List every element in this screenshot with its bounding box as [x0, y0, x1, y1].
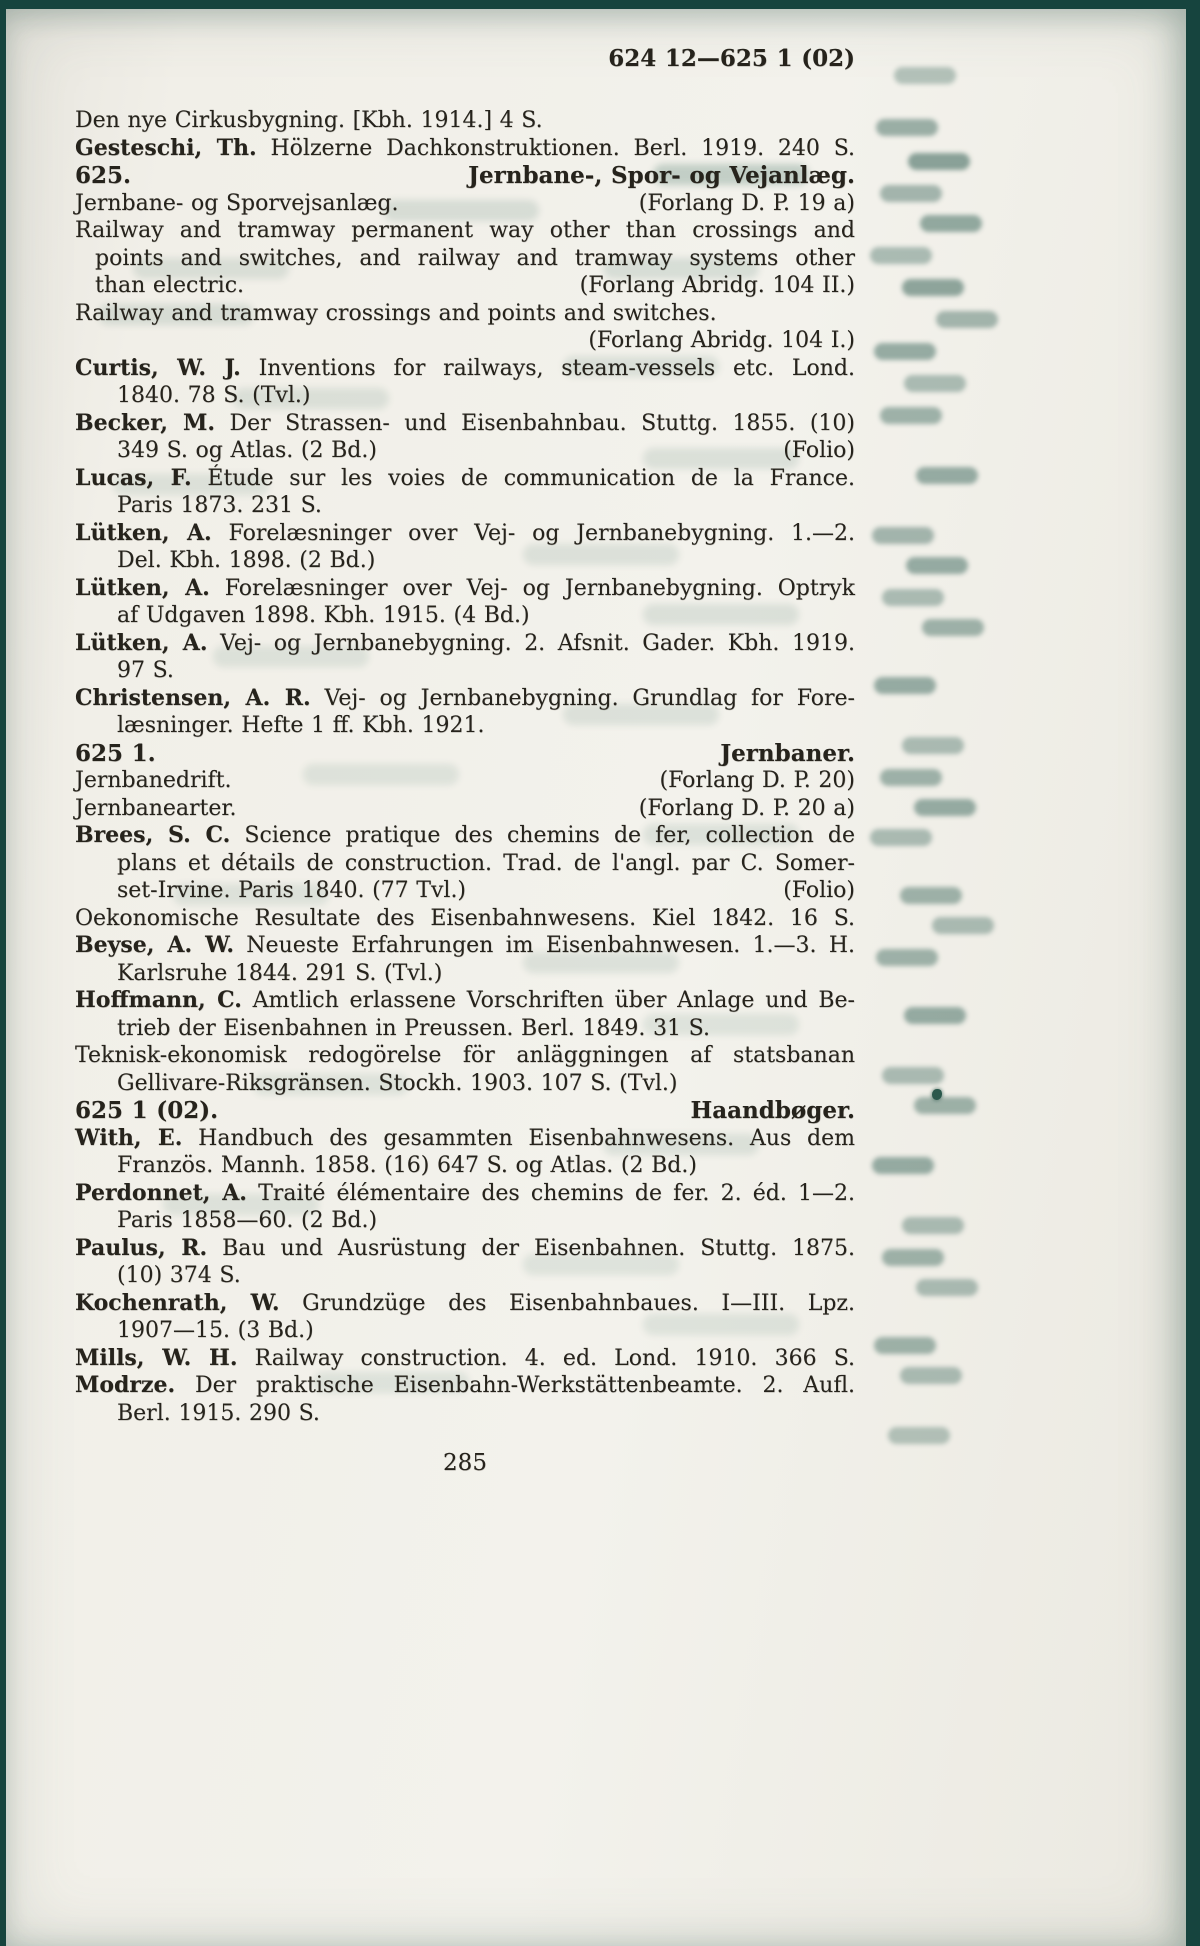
entry-author: Mills, W. H. [75, 1344, 238, 1371]
line-text: Christensen, A. R. Vej- og Jernbanebygning. Grundlag for Fore- [75, 684, 855, 711]
line-text: Paulus, R. Bau und Ausrüstung der Eisenbahnen. Stuttg. 1875. [75, 1234, 856, 1261]
catalog-line [75, 685, 855, 713]
entry-author: Modrze. [75, 1372, 176, 1398]
line-text: 349 S. og Atlas. (2 Bd.) [117, 438, 377, 463]
catalog-line [75, 602, 855, 630]
line-text: set-Irvine. Paris 1840. (77 Tvl.) [117, 878, 467, 903]
catalog-line [75, 822, 855, 850]
page-content [75, 9, 855, 1477]
line-text: Gesteschi, Th. Hölzerne Dachkonstruktionen. Berl. 1919. 240 S. [75, 134, 855, 161]
line-text: trieb der Eisenbahnen in Preussen. Berl. 1849. 31 S. [117, 1015, 710, 1041]
line-right-text: (Forlang Abridg. 104 I.) [588, 328, 855, 353]
section-heading-line [75, 1097, 855, 1125]
line-text: Den nye Cirkusbygning. [Kbh. 1914.] 4 S. [75, 108, 543, 133]
catalog-line [75, 1400, 855, 1428]
line-text [75, 1097, 677, 1125]
catalog-lines [75, 107, 855, 1427]
catalog-line [75, 437, 855, 465]
line-right-text: (Folio) [783, 878, 855, 903]
catalog-line [75, 850, 855, 878]
line-right-text: Jernbaner. [720, 739, 855, 767]
catalog-line [75, 190, 855, 218]
section-heading-line [75, 740, 855, 768]
entry-author: Hoffmann, C. [75, 987, 242, 1013]
line-text: Lucas, F. Étude sur les voies de communication de la France. [75, 464, 855, 491]
entry-author: With, E. [75, 1124, 183, 1151]
entry-author: Perdonnet, A. [75, 1179, 247, 1206]
line-text: than electric. [95, 273, 245, 298]
line-text: Jernbanearter. [75, 795, 237, 821]
catalog-line [75, 327, 855, 355]
entry-author: Lütken, A. [75, 574, 210, 601]
entry-author: Becker, M. [75, 409, 216, 436]
catalog-line [75, 107, 855, 135]
line-right-text: (Forlang Abridg. 104 II.) [579, 273, 855, 298]
catalog-line [75, 795, 855, 823]
line-text: Oekonomische Resultate des Eisenbahnwesens. Kiel 1842. 16 S. [75, 905, 855, 931]
entry-author: Christensen, A. R. [75, 684, 311, 711]
catalog-line [75, 905, 855, 933]
entry-author: Kochenrath, W. [75, 1289, 280, 1316]
catalog-line [75, 245, 855, 273]
line-text: 1840. 78 S. (Tvl.) [117, 383, 311, 408]
line-text: Jernbanedrift. [75, 768, 232, 793]
line-right-text: (Forlang D. P. 20) [659, 768, 855, 793]
catalog-line [75, 1152, 855, 1180]
line-text: Curtis, W. J. Inventions for railways, steam-vessels etc. Lond. [75, 354, 855, 381]
catalog-line [75, 492, 855, 520]
line-text: Railway and tramway crossings and points and switches. [75, 300, 717, 326]
catalog-line [75, 1317, 855, 1345]
catalog-line [75, 1345, 855, 1373]
line-text: Teknisk-ekonomisk redogörelse för anläggningen af statsbanan [75, 1043, 855, 1068]
catalog-line [75, 1180, 855, 1208]
line-text: læsninger. Hefte 1 ff. Kbh. 1921. [117, 713, 485, 738]
line-text: Hoffmann, C. Amtlich erlassene Vorschriften über Anlage und Be- [75, 987, 855, 1013]
line-text: points and switches, and railway and tramway systems other [95, 245, 855, 271]
catalog-line [75, 877, 855, 905]
section-heading-line [75, 162, 855, 190]
catalog-line [75, 272, 855, 300]
catalog-line [75, 657, 855, 685]
line-text: Brees, S. C. Science pratique des chemins de fer, collection de [75, 822, 855, 848]
catalog-line [75, 300, 855, 328]
entry-author: Lütken, A. [75, 629, 208, 656]
line-text: Gellivare-Riksgränsen. Stockh. 1903. 107 S. (Tvl.) [117, 1070, 678, 1096]
line-right-text: Haandbøger. [690, 1097, 855, 1124]
line-text: 1907—15. (3 Bd.) [117, 1318, 314, 1343]
catalog-line [75, 987, 855, 1015]
catalog-line [75, 410, 855, 438]
line-text: Jernbane- og Sporvejsanlæg. [75, 190, 399, 216]
catalog-line [75, 520, 855, 548]
line-text: Becker, M. Der Strassen- und Eisenbahnbau. Stuttg. 1855. (10) [75, 409, 855, 436]
line-text: Modrze. Der praktische Eisenbahn-Werkstättenbeamte. 2. Aufl. [75, 1372, 855, 1398]
catalog-line [75, 217, 855, 245]
catalog-line [75, 1042, 855, 1070]
catalog-line [75, 1290, 855, 1318]
line-text: af Udgaven 1898. Kbh. 1915. (4 Bd.) [117, 603, 530, 628]
entry-author: Gesteschi, Th. [75, 134, 257, 161]
page-number: 285 [443, 1450, 487, 1476]
catalog-line [75, 1070, 855, 1098]
line-text: Railway and tramway permanent way other than crossings and [75, 218, 855, 243]
ink-speck [932, 1089, 942, 1100]
entry-author: Curtis, W. J. [75, 354, 241, 381]
line-text: Lütken, A. Forelæsninger over Vej- og Jernbanebygning. Optryk [75, 574, 855, 601]
line-text: Beyse, A. W. Neueste Erfahrungen im Eisenbahnwesen. 1.—3. H. [75, 932, 856, 958]
line-text: (10) 374 S. [117, 1263, 241, 1288]
catalog-line [75, 767, 855, 795]
entry-author: Lucas, F. [75, 464, 192, 491]
catalog-line [75, 1125, 855, 1153]
line-text: Berl. 1915. 290 S. [117, 1400, 320, 1426]
catalog-line [75, 382, 855, 410]
line-right-text: (Folio) [783, 438, 855, 463]
header-classification-ref: 624 12—625 1 (02) [608, 45, 855, 72]
entry-author: 625. [75, 162, 132, 189]
catalog-line [75, 465, 855, 493]
line-text: Französ. Mannh. 1858. (16) 647 S. og Atlas. (2 Bd.) [117, 1153, 697, 1178]
catalog-line [75, 1262, 855, 1290]
line-right-text: Jernbane-, Spor- og Vejanlæg. [468, 162, 855, 189]
line-text: Perdonnet, A. Traité élémentaire des chemins de fer. 2. éd. 1—2. [75, 1179, 855, 1206]
catalog-line [75, 1015, 855, 1043]
catalog-line [75, 630, 855, 658]
line-text: Kochenrath, W. Grundzüge des Eisenbahnbaues. I—III. Lpz. [75, 1289, 855, 1316]
catalog-line [75, 1235, 855, 1263]
catalog-line [75, 575, 855, 603]
line-text: Paris 1873. 231 S. [117, 493, 322, 518]
entry-author: 625 1. [75, 739, 156, 767]
catalog-line [75, 712, 855, 740]
entry-author: Beyse, A. W. [75, 932, 235, 958]
book-page [6, 9, 1186, 1946]
line-text [75, 740, 706, 768]
line-text: plans et détails de construction. Trad. de l'angl. par C. Somer- [117, 850, 855, 876]
entry-author: 625 1 (02). [75, 1097, 219, 1124]
line-right-text: (Forlang D. P. 19 a) [638, 190, 855, 216]
catalog-line [75, 355, 855, 383]
line-text: Del. Kbh. 1898. (2 Bd.) [117, 548, 376, 573]
line-text: Karlsruhe 1844. 291 S. (Tvl.) [117, 960, 443, 986]
line-text: With, E. Handbuch des gesammten Eisenbahnwesens. Aus dem [75, 1124, 855, 1151]
entry-author: Lütken, A. [75, 519, 212, 546]
entry-author: Paulus, R. [75, 1234, 208, 1261]
catalog-line [75, 932, 855, 960]
entry-author: Brees, S. C. [75, 822, 231, 848]
catalog-line [75, 1372, 855, 1400]
catalog-line [75, 960, 855, 988]
line-text: Paris 1858—60. (2 Bd.) [117, 1208, 378, 1233]
line-text: Mills, W. H. Railway construction. 4. ed. Lond. 1910. 366 S. [75, 1344, 856, 1371]
catalog-line [75, 547, 855, 575]
catalog-line [75, 135, 855, 163]
line-text: Lütken, A. Forelæsninger over Vej- og Jernbanebygning. 1.—2. [75, 519, 855, 546]
line-text: Lütken, A. Vej- og Jernbanebygning. 2. Afsnit. Gader. Kbh. 1919. [75, 629, 855, 656]
line-right-text: (Forlang D. P. 20 a) [638, 795, 855, 821]
line-text: 97 S. [117, 658, 174, 683]
catalog-line [75, 1207, 855, 1235]
line-text [75, 162, 454, 190]
